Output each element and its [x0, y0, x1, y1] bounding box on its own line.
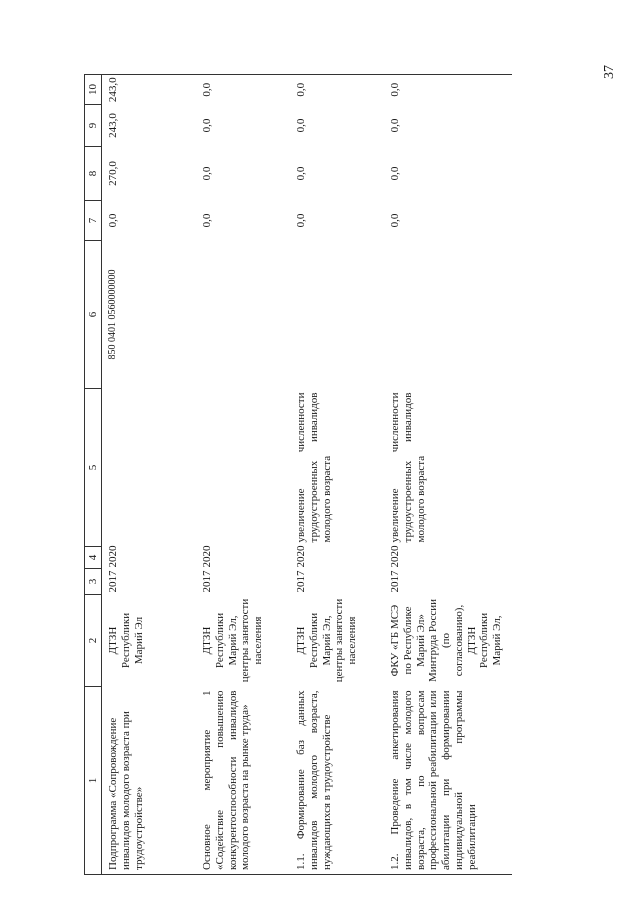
column-header-6: 6: [85, 241, 102, 389]
value-col8: 0,0: [389, 166, 401, 181]
measure-name: 1.2. Проведение анкетирования инвалидов, в том числе молодого возраста, по вопросам профессиональной реабилитации или абилитации при формировании индивидуальной программы реабилитации: [384, 687, 512, 875]
executor: ДТЗН Республики Марий Эл, центры занятости населения: [201, 598, 264, 683]
executor: ФКУ «ГБ МСЭ по Республике Марий Эл» Минтруда России (по согласованию), ДТЗН Республики Марий Эл,: [389, 598, 503, 683]
expected-result: [196, 389, 290, 547]
value-col10: 0,0: [290, 75, 384, 105]
value-col8: 0,0: [295, 166, 307, 181]
column-header-4: 4: [85, 547, 102, 569]
start-year: 2017: [389, 570, 401, 593]
value-col9: 0,0: [201, 118, 213, 133]
table-row: [102, 75, 197, 875]
column-header-7: 7: [85, 201, 102, 241]
expected-result: увеличение численности трудоустроенных инвалидов молодого возраста: [389, 392, 427, 543]
executor: ДТЗН Республики Марий Эл, центры занятости населения: [295, 598, 358, 683]
start-year: 2017: [107, 570, 119, 593]
budget-code: 850 0401 0560000000: [107, 269, 118, 360]
end-year: 2020: [201, 545, 213, 568]
column-header-9: 9: [85, 105, 102, 147]
measure-name: Основное мероприятие 1 «Содействие повышению конкурентоспособности инвалидов молодого возраста на рынке труда»: [196, 687, 290, 875]
column-header-10: 10: [85, 75, 102, 105]
value-col9: 243,0: [107, 113, 119, 138]
program-table: [84, 74, 512, 875]
value-col7: 0,0: [107, 213, 119, 228]
value-col9: 0,0: [295, 118, 307, 133]
start-year: 2017: [201, 570, 213, 593]
start-year: 2017: [295, 570, 307, 593]
executor: ДТЗН Республики Марий Эл: [107, 612, 145, 669]
table-row: [290, 75, 384, 875]
budget-code: [384, 241, 512, 389]
header-row: [85, 75, 102, 875]
value-col7: 0,0: [201, 213, 213, 228]
value-col10: 243,0: [102, 75, 197, 105]
column-header-8: 8: [85, 147, 102, 201]
value-col8: 270,0: [107, 161, 119, 186]
value-col10: 0,0: [196, 75, 290, 105]
measure-name: Подпрограмма «Сопровождение инвалидов молодого возраста при трудоустройстве»: [102, 687, 197, 875]
column-header-3: 3: [85, 569, 102, 595]
page-number: 37: [602, 65, 617, 79]
value-col8: 0,0: [201, 166, 213, 181]
value-col7: 0,0: [295, 213, 307, 228]
column-header-1: 1: [85, 687, 102, 875]
value-col9: 0,0: [389, 118, 401, 133]
table-row: [196, 75, 290, 875]
rotated-page: [84, 75, 554, 875]
end-year: 2020: [389, 545, 401, 568]
expected-result: [102, 389, 197, 547]
column-header-2: 2: [85, 595, 102, 687]
value-col10: 0,0: [384, 75, 512, 105]
end-year: 2020: [107, 545, 119, 568]
expected-result: увеличение численности трудоустроенных инвалидов молодого возраста: [295, 392, 333, 543]
measure-name: 1.1. Формирование баз данных инвалидов молодого возраста, нуждающихся в трудоустройстве: [290, 687, 384, 875]
end-year: 2020: [295, 545, 307, 568]
value-col7: 0,0: [389, 213, 401, 228]
budget-code: [196, 241, 290, 389]
column-header-5: 5: [85, 389, 102, 547]
budget-code: [290, 241, 384, 389]
table-row: [384, 75, 512, 875]
